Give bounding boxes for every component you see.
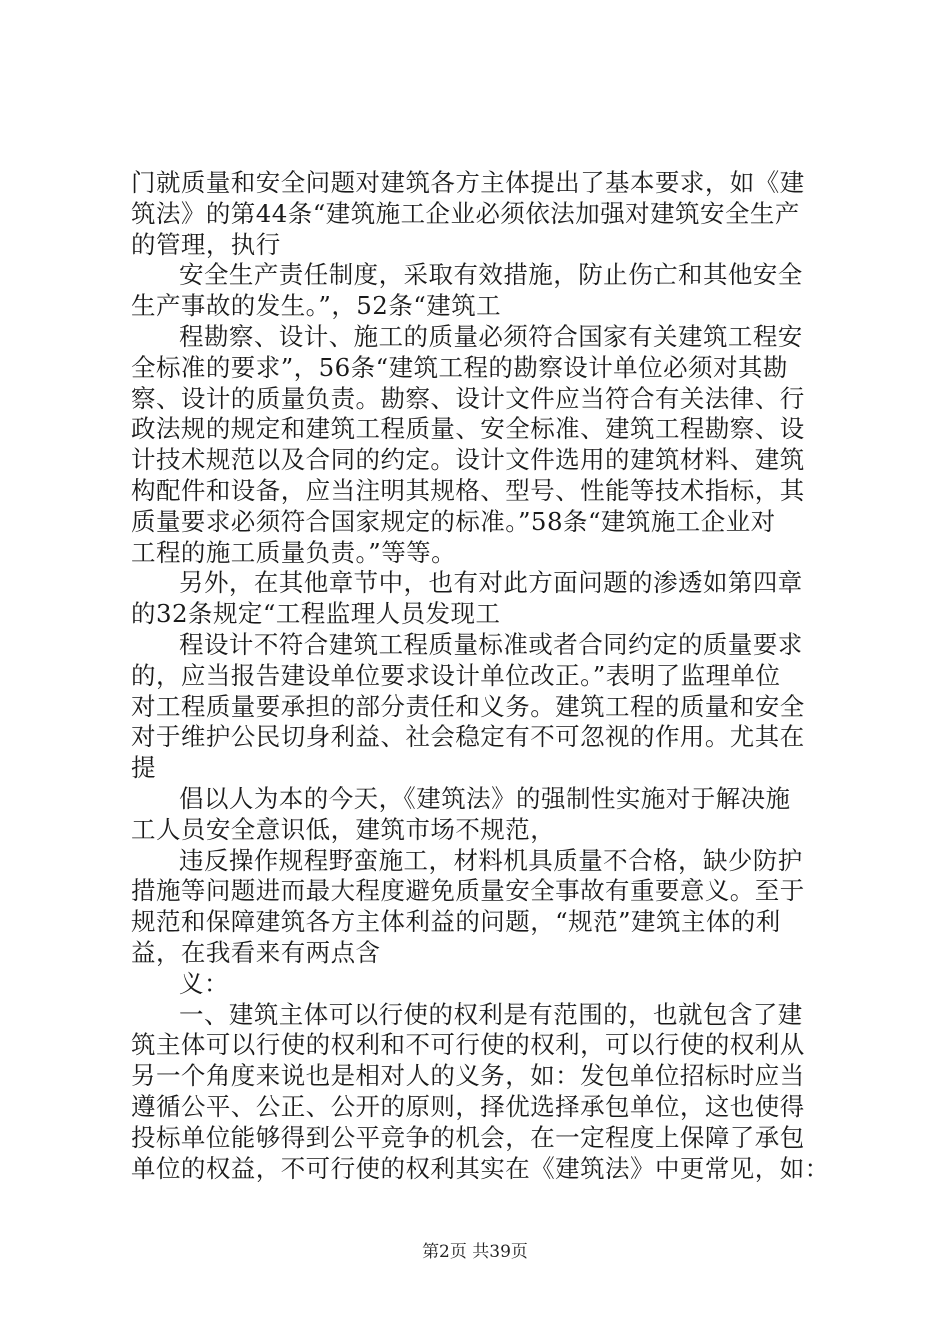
text-line: 工程的施工质量负责。”等等。 <box>131 537 457 567</box>
page-number-footer: 第2页 共39页 <box>422 1242 528 1262</box>
text-line: 政法规的规定和建筑工程质量、安全标准、建筑工程勘察、设 <box>131 414 805 444</box>
paragraph-start-line: 安全生产责任制度，采取有效措施，防止伤亡和其他安全 <box>179 260 803 290</box>
text-line: 提 <box>131 753 156 783</box>
text-line: 对于维护公民切身利益、社会稳定有不可忽视的作用。尤其在 <box>131 722 805 752</box>
text-line: 工人员安全意识低，建筑市场不规范， <box>131 814 556 844</box>
text-line: 的管理，执行 <box>131 229 281 259</box>
text-line: 全标准的要求”，56条“建筑工程的勘察设计单位必须对其勘 <box>131 352 788 382</box>
paragraph-start-line: 一、建筑主体可以行使的权利是有范围的，也就包含了建 <box>179 999 803 1029</box>
text-line: 筑主体可以行使的权利和不可行使的权利，可以行使的权利从 <box>131 1030 805 1060</box>
paragraph-start-line: 程勘察、设计、施工的质量必须符合国家有关建筑工程安 <box>179 321 803 351</box>
text-line: 益，在我看来有两点含 <box>131 937 381 967</box>
paragraph-start-line: 另外，在其他章节中，也有对此方面问题的渗透如第四章 <box>179 568 803 598</box>
text-line: 单位的权益，不可行使的权利其实在《建筑法》中更常见，如： <box>131 1153 830 1183</box>
text-line: 生产事故的发生。”，52条“建筑工 <box>131 291 502 321</box>
text-line: 对工程质量要承担的部分责任和义务。建筑工程的质量和安全 <box>131 691 805 721</box>
text-line: 措施等问题进而最大程度避免质量安全事故有重要意义。至于 <box>131 876 805 906</box>
text-line: 的，应当报告建设单位要求设计单位改正。”表明了监理单位 <box>131 660 781 690</box>
text-line: 质量要求必须符合国家规定的标准。”58条“建筑施工企业对 <box>131 506 776 536</box>
text-line: 的32条规定“工程监理人员发现工 <box>131 599 501 629</box>
text-line: 察、设计的质量负责。勘察、设计文件应当符合有关法律、行 <box>131 383 805 413</box>
text-line: 另一个角度来说也是相对人的义务，如：发包单位招标时应当 <box>131 1061 805 1091</box>
text-line: 计技术规范以及合同的约定。设计文件选用的建筑材料、建筑 <box>131 445 805 475</box>
paragraph-start-line: 义： <box>179 968 229 998</box>
paragraph-start-line: 倡以人为本的今天，《建筑法》的强制性实施对于解决施 <box>179 783 791 813</box>
text-line: 构配件和设备，应当注明其规格、型号、性能等技术指标，其 <box>131 475 805 505</box>
document-body <box>131 168 831 1184</box>
text-line: 投标单位能够得到公平竞争的机会，在一定程度上保障了承包 <box>131 1122 805 1152</box>
text-line: 筑法》的第44条“建筑施工企业必须依法加强对建筑安全生产 <box>131 198 800 228</box>
text-line: 规范和保障建筑各方主体利益的问题，“规范”建筑主体的利 <box>131 907 781 937</box>
paragraph-start-line: 程设计不符合建筑工程质量标准或者合同约定的质量要求 <box>179 629 803 659</box>
paragraph-start-line: 违反操作规程野蛮施工，材料机具质量不合格，缺少防护 <box>179 845 803 875</box>
text-line: 门就质量和安全问题对建筑各方主体提出了基本要求，如《建 <box>131 168 805 197</box>
text-line: 遵循公平、公正、公开的原则，择优选择承包单位，这也使得 <box>131 1091 805 1121</box>
